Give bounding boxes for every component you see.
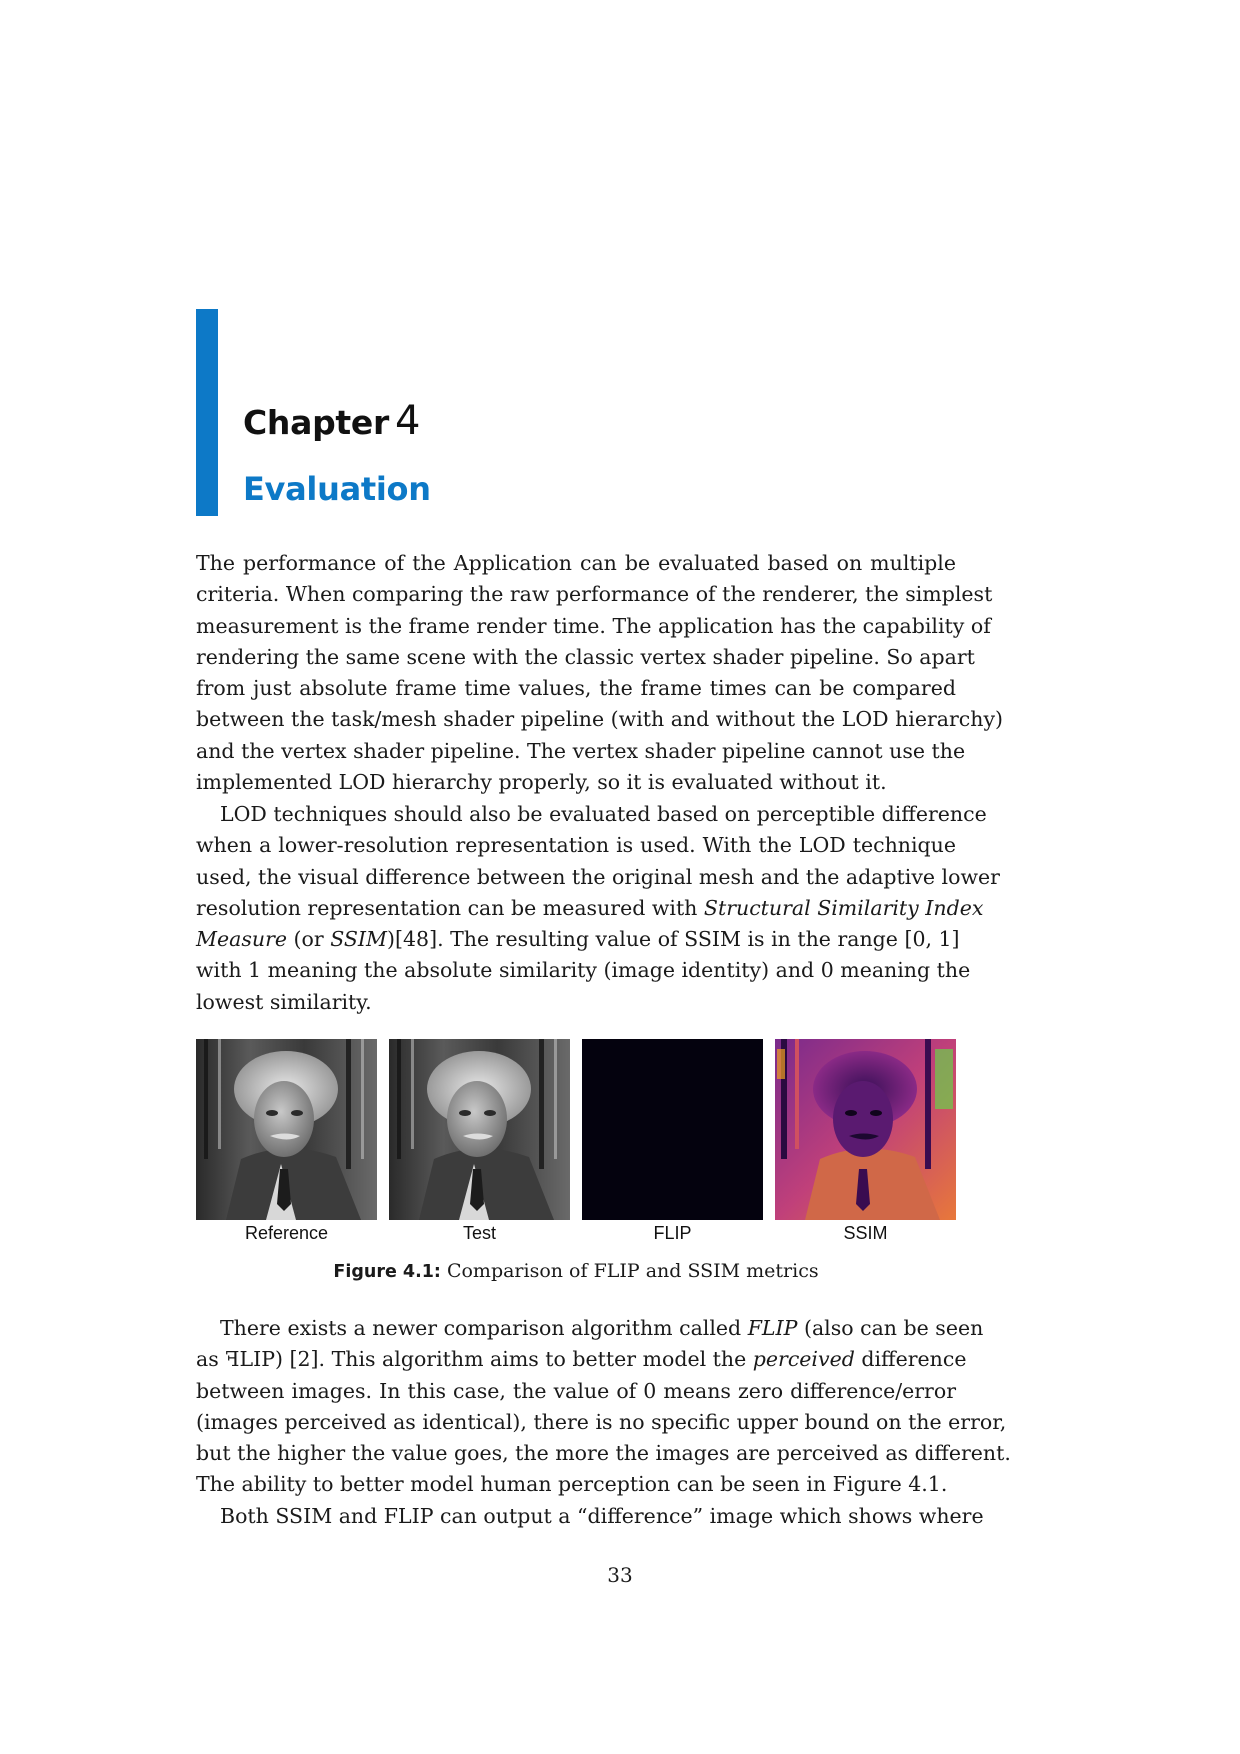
figure-caption bbox=[196, 1260, 956, 1282]
text-line: from just absolute frame time values, the frame times can be compared bbox=[196, 676, 956, 701]
reference-label: Reference bbox=[244, 1223, 329, 1243]
chapter-title: Evaluation bbox=[243, 470, 431, 508]
text-line: when a lower-resolution representation is used. With the LOD technique bbox=[196, 833, 956, 858]
text-line: (images perceived as identical), there is no specific upper bound on the error, bbox=[196, 1409, 1007, 1434]
flip-error-map bbox=[582, 1039, 763, 1220]
text-run: as ꟻLIP) [2]. This algorithm aims to better model the bbox=[196, 1347, 753, 1372]
text-run: difference bbox=[854, 1347, 967, 1372]
term-ssim-full: Structural Similarity Index bbox=[703, 895, 984, 920]
text-line bbox=[196, 893, 984, 924]
text-line bbox=[196, 924, 960, 955]
text-run: (or bbox=[287, 927, 331, 952]
text-line: lowest similarity. bbox=[196, 989, 372, 1014]
test-label: Test bbox=[462, 1223, 496, 1243]
flip-image bbox=[582, 1039, 763, 1220]
test-portrait bbox=[389, 1039, 570, 1220]
text-run: )[48]. The resulting value of SSIM is in the range [0, 1] bbox=[387, 927, 960, 952]
text-line: used, the visual difference between the original mesh and the adaptive lower bbox=[196, 864, 1000, 889]
text-line: and the vertex shader pipeline. The vertex shader pipeline cannot use the bbox=[196, 738, 966, 763]
term-ssim: SSIM bbox=[330, 927, 388, 952]
term-perceived: perceived bbox=[752, 1347, 855, 1372]
figure-comparison bbox=[196, 1039, 956, 1244]
caption-text: Comparison of FLIP and SSIM metrics bbox=[440, 1260, 819, 1282]
text-line: between the task/mesh shader pipeline (with and without the LOD hierarchy) bbox=[196, 707, 1004, 732]
paragraph-flip bbox=[196, 1313, 1011, 1501]
caption-label: Figure 4.1: bbox=[333, 1262, 441, 1282]
text-line: but the higher the value goes, the more the images are perceived as different. bbox=[196, 1441, 1011, 1466]
reference-portrait bbox=[196, 1039, 377, 1220]
text-line: criteria. When comparing the raw performance of the renderer, the simplest bbox=[196, 582, 993, 607]
text-line bbox=[196, 1313, 984, 1344]
reference-image bbox=[196, 1039, 377, 1220]
text-run: resolution representation can be measured with bbox=[196, 895, 704, 920]
term-flip: FLIP bbox=[747, 1316, 798, 1340]
test-image bbox=[389, 1039, 570, 1220]
chapter-number: 4 bbox=[394, 398, 421, 444]
text-line bbox=[196, 1344, 967, 1375]
text-line: between images. In this case, the value of 0 means zero difference/error bbox=[196, 1378, 956, 1403]
text-line: implemented LOD hierarchy properly, so it is evaluated without it. bbox=[196, 770, 887, 795]
paragraph-difference bbox=[196, 1501, 984, 1532]
text-line: Both SSIM and FLIP can output a “difference” image which shows where bbox=[220, 1504, 984, 1528]
term-measure: Measure bbox=[196, 927, 287, 952]
chapter-label: Chapter bbox=[243, 403, 389, 442]
ssim-label: SSIM bbox=[843, 1223, 888, 1243]
chapter-heading bbox=[243, 398, 420, 444]
flip-label: FLIP bbox=[653, 1223, 692, 1243]
chapter-accent-bar bbox=[196, 309, 218, 516]
paragraph-performance bbox=[196, 548, 1004, 798]
page-number: 33 bbox=[607, 1563, 633, 1587]
text-line: LOD techniques should also be evaluated based on perceptible difference bbox=[220, 802, 987, 826]
ssim-map bbox=[775, 1039, 956, 1220]
text-run: There exists a newer comparison algorithm called bbox=[220, 1316, 748, 1340]
text-line: The performance of the Application can be evaluated based on multiple bbox=[196, 551, 956, 575]
text-line: with 1 meaning the absolute similarity (image identity) and 0 meaning the bbox=[196, 958, 971, 983]
text-run: (also can be seen bbox=[797, 1316, 984, 1340]
ssim-image bbox=[775, 1039, 956, 1220]
text-line: measurement is the frame render time. The application has the capability of bbox=[196, 613, 991, 638]
paragraph-ssim bbox=[196, 799, 1000, 1018]
text-line: rendering the same scene with the classic vertex shader pipeline. So apart bbox=[196, 644, 975, 669]
text-line: The ability to better model human perception can be seen in Figure 4.1. bbox=[196, 1472, 948, 1497]
